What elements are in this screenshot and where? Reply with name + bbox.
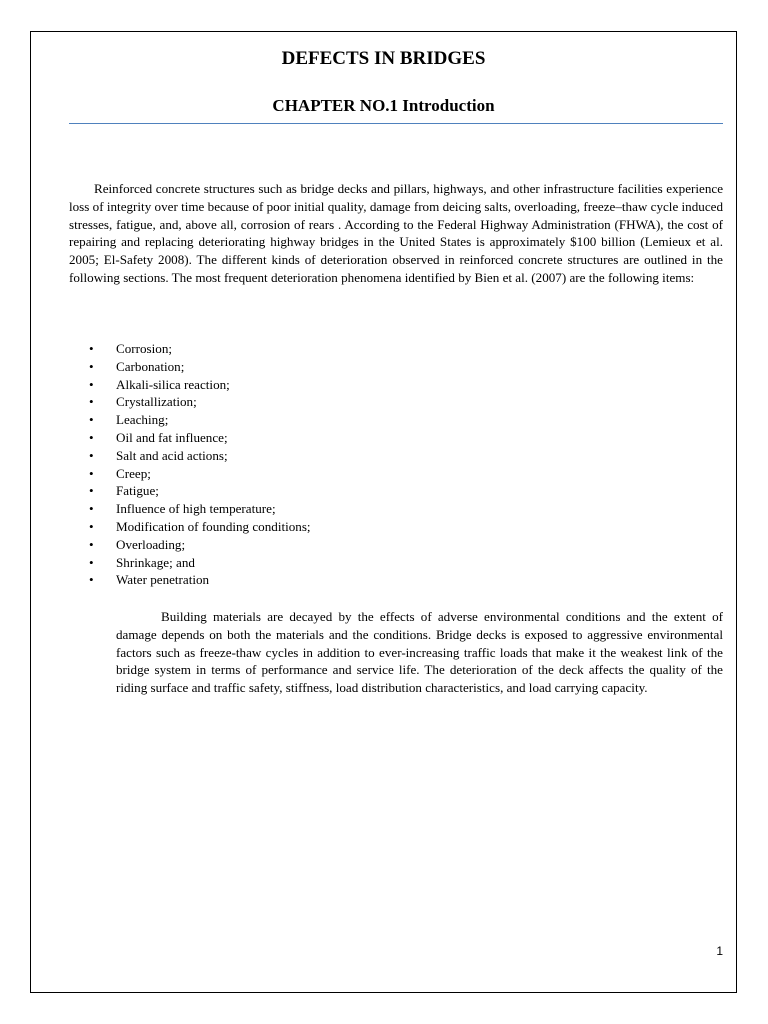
bullet-icon: • <box>89 465 94 481</box>
list-item-text: Oil and fat influence; <box>116 429 228 445</box>
bullet-icon: • <box>89 341 94 356</box>
list-item-text: Leaching; <box>116 412 169 428</box>
list-item <box>69 536 723 554</box>
bullet-icon: • <box>89 518 94 534</box>
list-item <box>69 376 723 394</box>
bullet-icon: • <box>89 429 94 445</box>
list-item <box>69 518 723 536</box>
list-item-text: Overloading; <box>116 536 186 552</box>
list-item-text: Creep; <box>116 465 151 481</box>
document-title: DEFECTS IN BRIDGES <box>281 48 486 69</box>
list-item-text: Carbonation; <box>116 358 185 374</box>
list-item-text: Water penetration <box>116 572 210 588</box>
page-number: 1 <box>716 944 723 958</box>
list-item <box>69 340 723 358</box>
bullet-icon: • <box>89 412 94 428</box>
bullet-icon: • <box>89 554 94 570</box>
list-item-text: Alkali-silica reaction; <box>116 376 230 392</box>
list-item <box>69 429 723 447</box>
bullet-icon: • <box>89 358 94 374</box>
list-item-text: Modification of founding conditions; <box>116 518 311 534</box>
list-item <box>69 500 723 518</box>
list-item-text: Crystallization; <box>116 394 197 410</box>
list-item <box>69 482 723 500</box>
list-item <box>69 554 723 572</box>
heading-divider <box>69 123 723 124</box>
list-item-text: Shrinkage; and <box>116 554 195 570</box>
list-item-text: Corrosion; <box>116 341 173 356</box>
list-item <box>69 358 723 376</box>
list-item-text: Fatigue; <box>116 483 159 499</box>
list-item <box>69 447 723 465</box>
bullet-icon: • <box>89 501 94 517</box>
list-item <box>69 411 723 429</box>
bullet-icon: • <box>89 483 94 499</box>
bullet-icon: • <box>89 394 94 410</box>
materials-paragraph: Building materials are decayed by the effects of adverse environmental conditions and the extent of damage depends on both the materials and the conditions. Bridge decks is exposed to aggressive environmental factors such as freeze-thaw cycles in addition to ever-increasing traffic loads that make it the weakest link of the bridge system in terms of performance and service life. The deterioration of the deck affects the quality of the riding surface and traffic safety, stiffness, load distribution characteristics, and load carrying capacity. <box>116 609 723 696</box>
list-item-text: Salt and acid actions; <box>116 447 228 463</box>
list-item <box>69 393 723 411</box>
chapter-heading: CHAPTER NO.1 Introduction <box>272 96 495 115</box>
intro-paragraph: Reinforced concrete structures such as bridge decks and pillars, highways, and other infrastructure facilities experience loss of integrity over time because of poor initial quality, damage from deicing salts, overloading, freeze–thaw cycle induced stresses, fatigue, and, above all, corrosion of rears . According to the Federal Highway Administration (FHWA), the cost of repairing and replacing deteriorating highway bridges in the United States is approximately $100 billion (Lemieux et al. 2005; El-Safety 2008). The different kinds of deterioration observed in reinforced concrete structures are outlined in the following sections. The most frequent deterioration phenomena identified by Bien et al. (2007) are the following items: <box>69 181 723 285</box>
list-item <box>69 571 723 589</box>
bullet-icon: • <box>89 376 94 392</box>
list-item <box>69 465 723 483</box>
deterioration-list <box>69 340 723 589</box>
list-item-text: Influence of high temperature; <box>116 501 276 517</box>
bullet-icon: • <box>89 536 94 552</box>
bullet-icon: • <box>89 572 94 588</box>
bullet-icon: • <box>89 447 94 463</box>
